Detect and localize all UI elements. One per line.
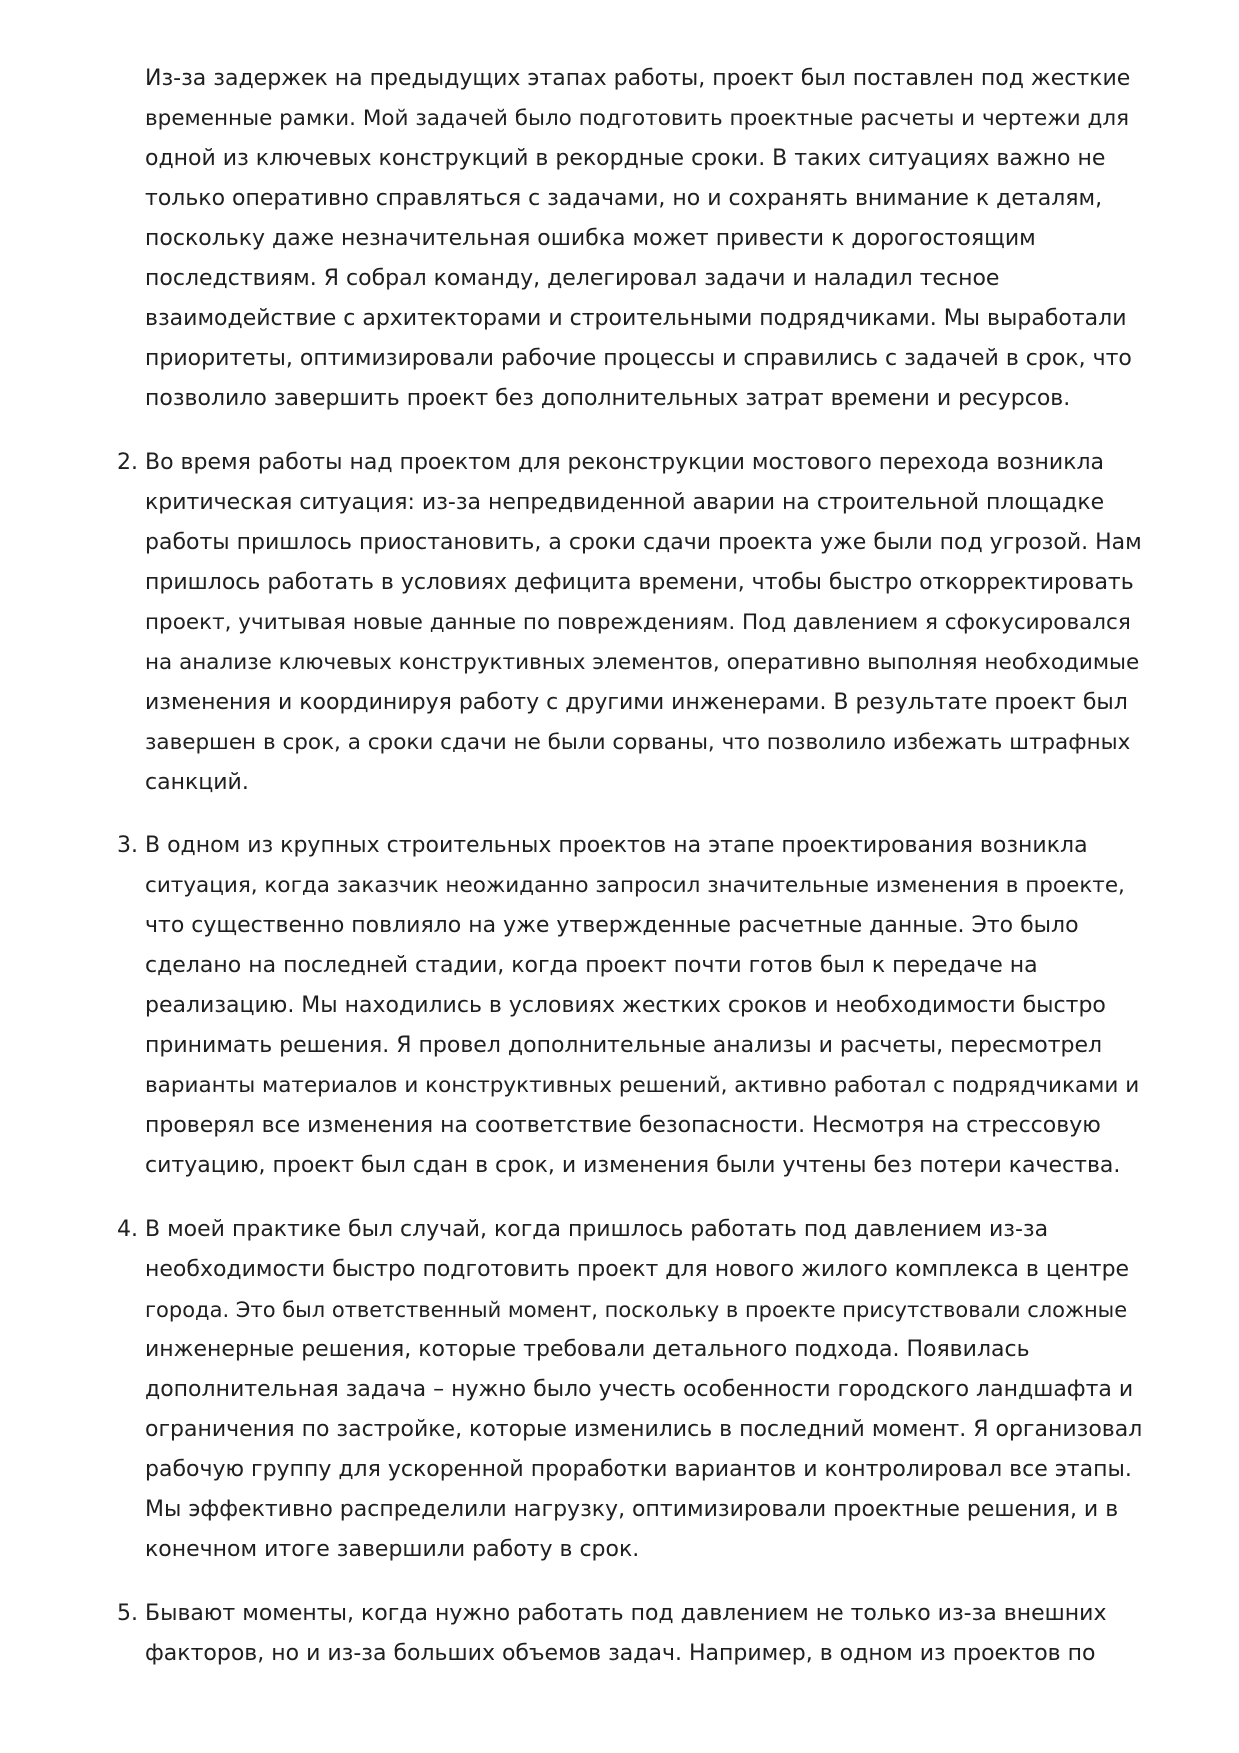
paragraph-line: санкций. — [145, 770, 249, 795]
paragraph-line: ситуация, когда заказчик неожиданно запросил значительные изменения в проекте, — [145, 873, 1125, 898]
paragraph-line: ограничения по застройке, которые изменились в последний момент. Я организовал — [145, 1417, 1143, 1442]
list-item-number: 5. — [117, 1601, 138, 1626]
paragraph-line: приоритеты, оптимизировали рабочие процессы и справились с задачей в срок, что — [145, 346, 1132, 371]
paragraph-line: одной из ключевых конструкций в рекордные сроки. В таких ситуациях важно не — [145, 146, 1106, 171]
paragraph-line: дополнительная задача – нужно было учесть особенности городского ландшафта и — [145, 1377, 1134, 1402]
paragraph-line: города. Это был ответственный момент, поскольку в проекте присутствовали сложные — [145, 1298, 1128, 1322]
paragraph-line: инженерные решения, которые требовали детального подхода. Появилась — [145, 1337, 1030, 1362]
paragraph-line: Во время работы над проектом для реконструкции мостового перехода возникла — [145, 450, 1105, 475]
paragraph-line: взаимодействие с архитекторами и строительными подрядчиками. Мы выработали — [145, 306, 1127, 331]
list-item-5 — [117, 1594, 1145, 1674]
paragraph-line: Из-за задержек на предыдущих этапах работы, проект был поставлен под жесткие — [145, 66, 1131, 91]
list-item-2 — [117, 443, 1145, 803]
paragraph-line: проверял все изменения на соответствие безопасности. Несмотря на стрессовую — [145, 1113, 1101, 1138]
list-item-number: 3. — [117, 833, 138, 858]
paragraph-line: пришлось работать в условиях дефицита времени, чтобы быстро откорректировать — [145, 570, 1134, 595]
paragraph-line: временные рамки. Мой задачей было подготовить проектные расчеты и чертежи для — [145, 106, 1130, 131]
paragraph-line: варианты материалов и конструктивных решений, активно работал с подрядчиками и — [145, 1073, 1140, 1098]
paragraph-line: В одном из крупных строительных проектов на этапе проектирования возникла — [145, 833, 1088, 858]
paragraph-line: только оперативно справляться с задачами, но и сохранять внимание к деталям, — [145, 186, 1103, 211]
paragraph-line: позволило завершить проект без дополнительных затрат времени и ресурсов. — [145, 386, 1071, 411]
paragraph-line: завершен в срок, а сроки сдачи не были сорваны, что позволило избежать штрафных — [145, 730, 1131, 755]
paragraph-line: на анализе ключевых конструктивных элементов, оперативно выполняя необходимые — [145, 650, 1140, 675]
paragraph-line: принимать решения. Я провел дополнительные анализы и расчеты, пересмотрел — [145, 1033, 1103, 1058]
paragraph-line: сделано на последней стадии, когда проект почти готов был к передаче на — [145, 953, 1038, 978]
intro-paragraph — [145, 59, 1145, 419]
paragraph-line: критическая ситуация: из-за непредвиденной аварии на строительной площадке — [145, 490, 1105, 515]
paragraph-line: реализацию. Мы находились в условиях жестких сроков и необходимости быстро — [145, 993, 1106, 1018]
paragraph-line: Мы эффективно распределили нагрузку, оптимизировали проектные решения, и в — [145, 1497, 1119, 1522]
paragraph-line: что существенно повлияло на уже утвержденные расчетные данные. Это было — [145, 913, 1079, 938]
list-item-3 — [117, 826, 1145, 1186]
paragraph-line: последствиям. Я собрал команду, делегировал задачи и наладил тесное — [145, 266, 1000, 291]
list-item-4 — [117, 1210, 1145, 1570]
paragraph-line: конечном итоге завершили работу в срок. — [145, 1537, 640, 1562]
paragraph-line: проект, учитывая новые данные по повреждениям. Под давлением я сфокусировался — [145, 610, 1131, 635]
paragraph-line: В моей практике был случай, когда пришлось работать под давлением из-за — [145, 1217, 1049, 1242]
paragraph-line: необходимости быстро подготовить проект для нового жилого комплекса в центре — [145, 1257, 1130, 1282]
list-item-number: 4. — [117, 1217, 138, 1242]
list-item-number: 2. — [117, 450, 138, 475]
paragraph-line: рабочую группу для ускоренной проработки вариантов и контролировал все этапы. — [145, 1457, 1132, 1482]
paragraph-line: Бывают моменты, когда нужно работать под давлением не только из-за внешних — [145, 1601, 1107, 1626]
paragraph-line: факторов, но и из-за больших объемов задач. Например, в одном из проектов по — [145, 1641, 1096, 1666]
paragraph-line: ситуацию, проект был сдан в срок, и изменения были учтены без потери качества. — [145, 1153, 1121, 1178]
paragraph-line: изменения и координируя работу с другими инженерами. В результате проект был — [145, 690, 1128, 715]
paragraph-line: работы пришлось приостановить, а сроки сдачи проекта уже были под угрозой. Нам — [145, 530, 1142, 555]
paragraph-line: поскольку даже незначительная ошибка может привести к дорогостоящим — [145, 226, 1036, 251]
